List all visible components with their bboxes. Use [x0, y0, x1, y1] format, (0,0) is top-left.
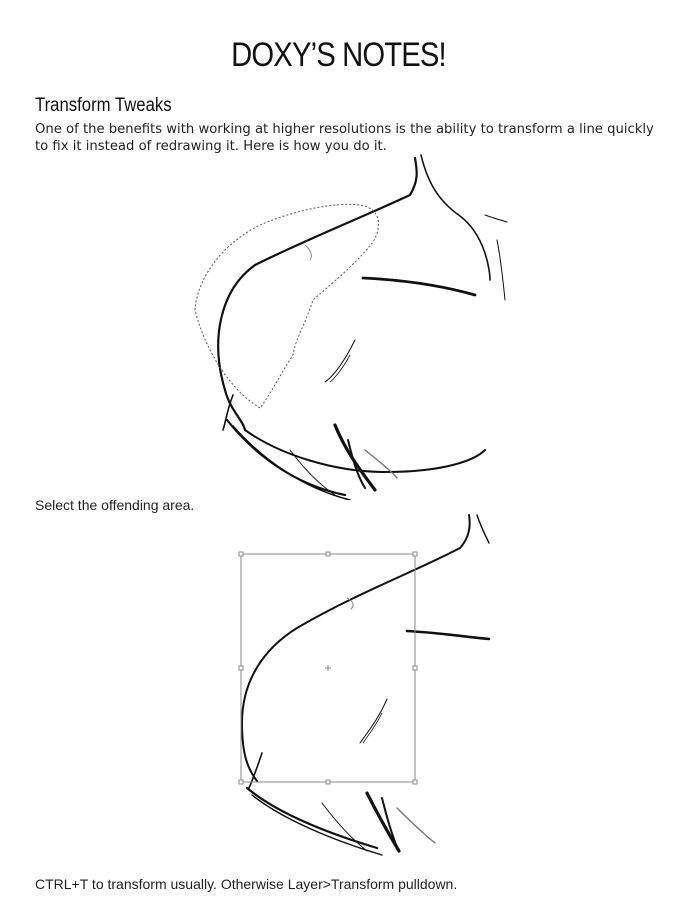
handle-bottom-left	[239, 780, 243, 784]
line-art	[218, 155, 507, 500]
step-2-caption: CTRL+T to transform usually. Otherwise Layer>Transform pulldown.	[35, 876, 458, 892]
handle-top-right	[413, 552, 417, 556]
page-title: DOXY’S NOTES!	[231, 36, 446, 74]
section-heading: Transform Tweaks	[35, 95, 172, 116]
figure-transform	[237, 513, 492, 863]
handle-middle-right	[413, 666, 417, 670]
handle-middle-left	[239, 666, 243, 670]
intro-paragraph: One of the benefits with working at higher resolutions is the ability to transform a line quickly to fix it instead of redrawing it. Here is how you do it.	[35, 122, 654, 154]
center-crosshair	[325, 665, 331, 671]
transform-bounding-box	[239, 552, 417, 784]
handle-bottom-middle	[326, 780, 330, 784]
figure-selection	[185, 150, 510, 500]
handle-top-left	[239, 552, 243, 556]
handle-top-middle	[326, 552, 330, 556]
step-1-caption: Select the offending area.	[35, 497, 195, 513]
handle-bottom-right	[413, 780, 417, 784]
line-art	[242, 515, 489, 855]
